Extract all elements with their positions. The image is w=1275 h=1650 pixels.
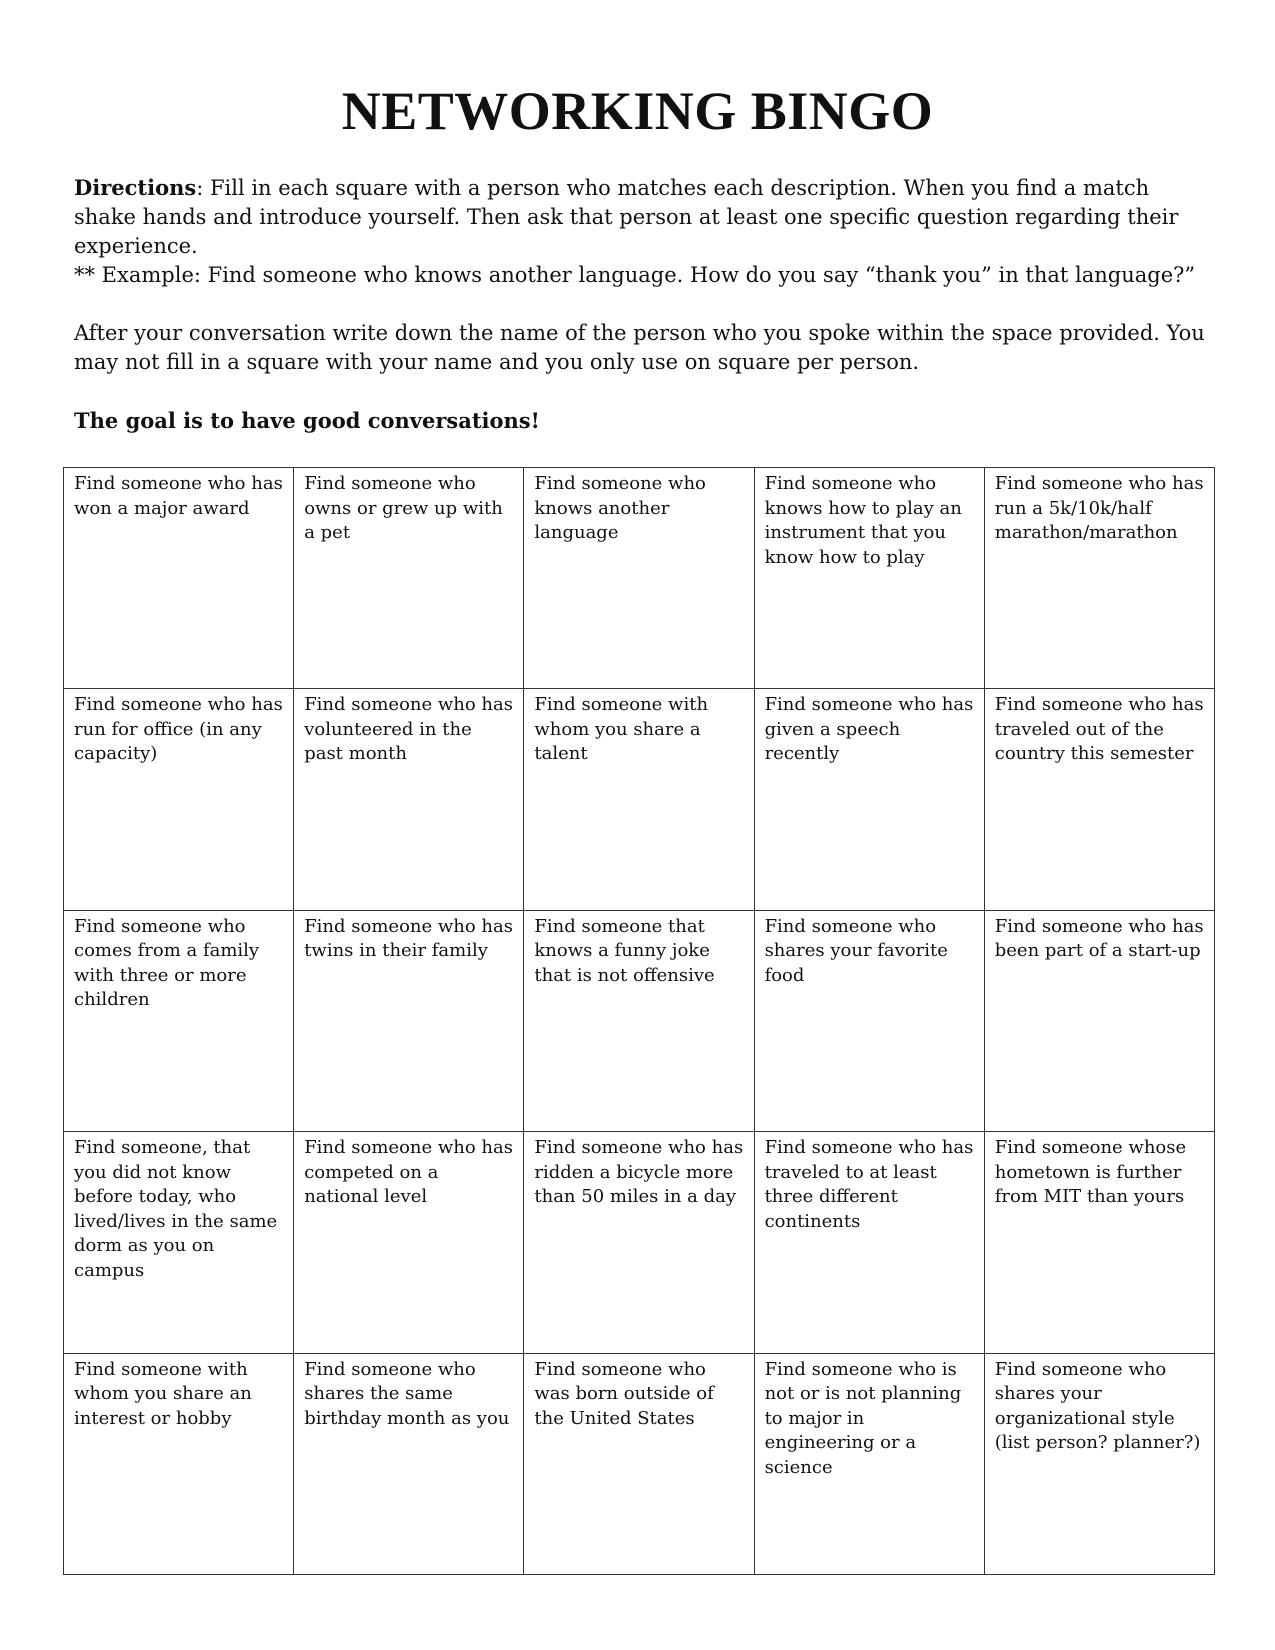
bingo-square[interactable]: Find someone who has competed on a national level bbox=[294, 1132, 524, 1353]
bingo-square[interactable]: Find someone who has won a major award bbox=[64, 468, 294, 689]
goal-statement: The goal is to have good conversations! bbox=[74, 408, 540, 433]
bingo-row bbox=[64, 910, 1215, 1131]
directions-paragraph bbox=[74, 173, 1214, 261]
bingo-square[interactable]: Find someone who has volunteered in the past month bbox=[294, 689, 524, 910]
bingo-square[interactable]: Find someone who shares your organizational style (list person? planner?) bbox=[984, 1353, 1214, 1574]
directions-section bbox=[74, 173, 1214, 435]
bingo-square[interactable]: Find someone who shares your favorite food bbox=[754, 910, 984, 1131]
bingo-square[interactable]: Find someone, that you did not know before today, who lived/lives in the same dorm as you on campus bbox=[64, 1132, 294, 1353]
bingo-square[interactable]: Find someone whose hometown is further from MIT than yours bbox=[984, 1132, 1214, 1353]
bingo-square[interactable]: Find someone who knows how to play an instrument that you know how to play bbox=[754, 468, 984, 689]
bingo-square[interactable]: Find someone who shares the same birthday month as you bbox=[294, 1353, 524, 1574]
bingo-grid-body bbox=[64, 468, 1215, 1575]
bingo-square[interactable]: Find someone who knows another language bbox=[524, 468, 754, 689]
bingo-square[interactable]: Find someone that knows a funny joke that is not offensive bbox=[524, 910, 754, 1131]
bingo-square[interactable]: Find someone who has run a 5k/10k/half marathon/marathon bbox=[984, 468, 1214, 689]
spacer bbox=[74, 377, 1214, 406]
bingo-row bbox=[64, 468, 1215, 689]
page-title: NETWORKING BINGO bbox=[341, 81, 934, 141]
bingo-row bbox=[64, 689, 1215, 910]
directions-text: : Fill in each square with a person who matches each description. When you find a match shake hands and introduce yourself. Then ask that person at least one specific question regarding their experience. bbox=[74, 176, 1179, 258]
bingo-square[interactable]: Find someone who has traveled out of the country this semester bbox=[984, 689, 1214, 910]
after-conversation-instructions: After your conversation write down the name of the person who you spoke within the space provided. You may not fill in a square with your name and you only use on square per person. bbox=[74, 321, 1205, 374]
bingo-square[interactable]: Find someone who has traveled to at least three different continents bbox=[754, 1132, 984, 1353]
bingo-square[interactable]: Find someone who has given a speech recently bbox=[754, 689, 984, 910]
bingo-row bbox=[64, 1353, 1215, 1574]
bingo-square[interactable]: Find someone with whom you share an interest or hobby bbox=[64, 1353, 294, 1574]
bingo-square[interactable]: Find someone who comes from a family with three or more children bbox=[64, 910, 294, 1131]
bingo-square[interactable]: Find someone who was born outside of the United States bbox=[524, 1353, 754, 1574]
bingo-square[interactable]: Find someone who has ridden a bicycle more than 50 miles in a day bbox=[524, 1132, 754, 1353]
bingo-grid bbox=[63, 467, 1215, 1575]
bingo-square[interactable]: Find someone with whom you share a talent bbox=[524, 689, 754, 910]
bingo-row bbox=[64, 1132, 1215, 1353]
example-line: ** Example: Find someone who knows another language. How do you say “thank you” in that language?” bbox=[74, 263, 1196, 287]
directions-label: Directions bbox=[74, 175, 197, 200]
bingo-square[interactable]: Find someone who is not or is not planning to major in engineering or a science bbox=[754, 1353, 984, 1574]
bingo-square[interactable]: Find someone who has run for office (in any capacity) bbox=[64, 689, 294, 910]
bingo-square[interactable]: Find someone who has twins in their family bbox=[294, 910, 524, 1131]
bingo-square[interactable]: Find someone who owns or grew up with a pet bbox=[294, 468, 524, 689]
spacer bbox=[74, 290, 1214, 319]
bingo-square[interactable]: Find someone who has been part of a start-up bbox=[984, 910, 1214, 1131]
